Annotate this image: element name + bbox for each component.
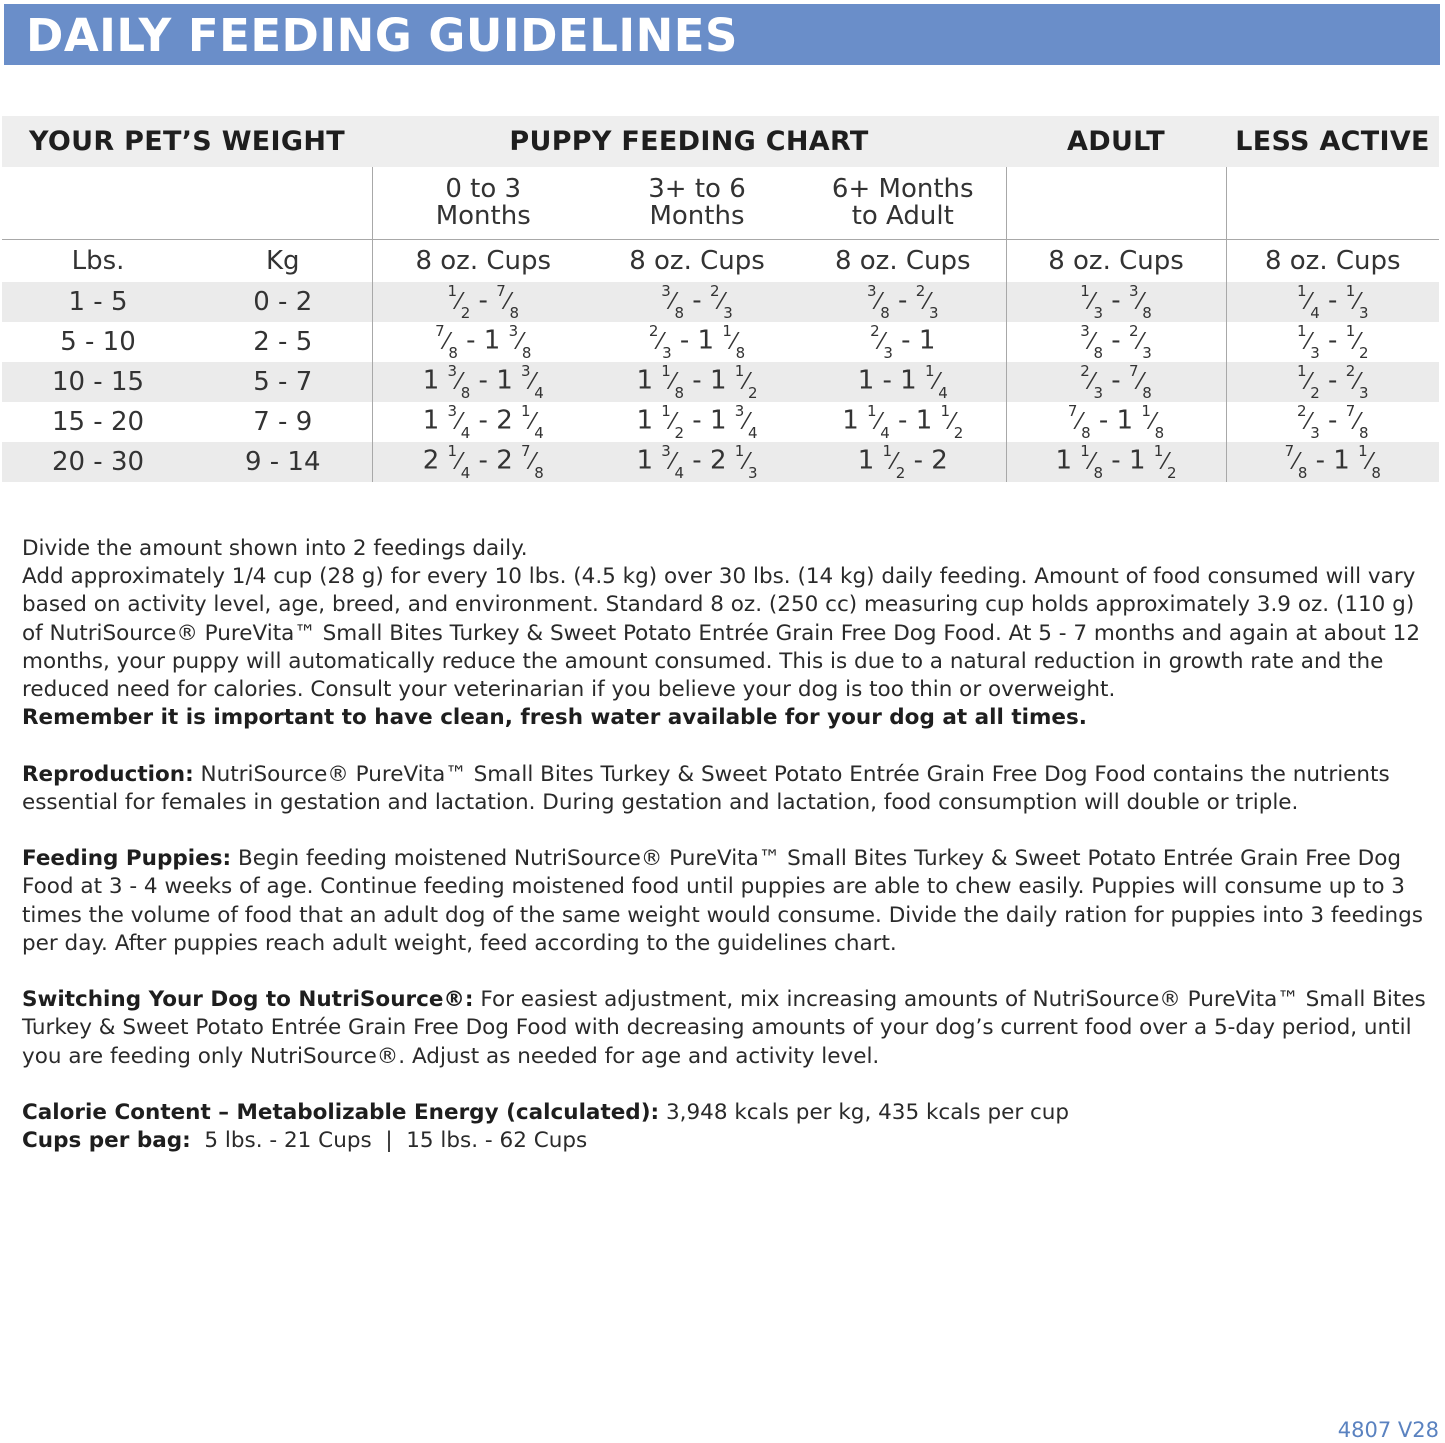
cups-cell	[1226, 362, 1439, 402]
note-puppies-label: Feeding Puppies:	[22, 846, 232, 872]
cups-cell	[594, 362, 800, 402]
cell-value: $^3⁄_8$ - $^2⁄_3$	[867, 282, 939, 322]
cups-cell	[800, 282, 1006, 322]
cell-value: 1 $^1⁄_8 - 1$ $^1⁄_2$	[636, 362, 758, 402]
unit-cell: 8 oz. Cups	[1006, 240, 1226, 283]
age-cell-empty	[194, 167, 372, 240]
note-switching-label: Switching Your Dog to NutriSource®:	[22, 987, 474, 1013]
cell-value: 15 - 20	[51, 407, 145, 437]
cups-cell	[1006, 402, 1226, 442]
weight-cell	[2, 402, 194, 442]
weight-cell	[194, 282, 372, 322]
cell-value: $^2⁄_3 - 1$ $^1⁄_8$	[648, 322, 746, 362]
cups-cell	[800, 402, 1006, 442]
unit-cell: Kg	[265, 246, 300, 276]
cups-cell	[800, 362, 1006, 402]
header-less-active: LESS ACTIVE	[1226, 116, 1439, 167]
unit-cell: 8 oz. Cups	[1226, 240, 1439, 283]
note-remember-text: Remember it is important to have clean, fresh water available for your dog at all times.	[22, 705, 1087, 731]
age-cell	[594, 167, 800, 240]
note-reproduction	[22, 761, 1427, 817]
feeding-chart-table	[2, 116, 1439, 482]
age-label: 6+ Months to Adult	[831, 174, 974, 231]
note-calorie-text: 3,948 kcals per kg, 435 kcals per cup	[659, 1100, 1070, 1125]
cups-cell	[1006, 442, 1226, 482]
note-puppies-text: Begin feeding moistened NutriSource® PureVita™ Small Bites Turkey & Sweet Potato Entrée Grain Free Dog Food at 3 - 4 weeks of age. Continue feeding moistened food until puppies are able to chew easily. Puppies will consume up to 3 times the volume of food that an adult dog of the same weight would consume. Divide the daily ration for puppies into 3 feedings per day. After puppies reach adult weight, feed according to the guidelines chart.	[22, 846, 1423, 956]
chart-data-body	[2, 282, 1439, 482]
cell-value: $^1⁄_4$ - $^1⁄_3$	[1297, 282, 1369, 322]
cups-cell	[372, 282, 594, 322]
cell-value: 1 - 5	[68, 287, 128, 317]
cell-value: 5 - 10	[60, 327, 136, 357]
cell-value: 1 $^1⁄_2 - 2$	[857, 442, 948, 482]
unit-cell: 8 oz. Cups	[629, 246, 765, 276]
table-row	[2, 282, 1439, 322]
cell-value: $^3⁄_8$ - $^2⁄_3$	[661, 282, 733, 322]
cups-cell	[594, 322, 800, 362]
age-row	[2, 167, 1439, 240]
note-divide: Divide the amount shown into 2 feedings daily.	[22, 536, 528, 561]
note-add: Add approximately 1/4 cup (28 g) for every 10 lbs. (4.5 kg) over 30 lbs. (14 kg) daily feeding. Amount of food consumed will vary based on activity level, age, breed, and environment. Standard 8 oz. (250 cc) measuring cup holds approximately 3.9 oz. (110 g) of NutriSource® PureVita™ Small Bites Turkey & Sweet Potato Entrée Grain Free Dog Food. At 5 - 7 months and again at about 12 months, your puppy will automatically reduce the amount consumed. This is due to a natural reduction in growth rate and the reduced need for calories. Consult your veterinarian if you believe your dog is too thin or overweight.	[22, 564, 1421, 703]
unit-cell: 8 oz. Cups	[834, 246, 971, 276]
note-calorie	[22, 1099, 1427, 1127]
weight-cell	[194, 442, 372, 482]
note-puppies	[22, 845, 1427, 958]
cell-value: $^1⁄_2$ - $^2⁄_3$	[1297, 362, 1369, 402]
weight-cell	[194, 362, 372, 402]
note-switching-text: For easiest adjustment, mix increasing amounts of NutriSource® PureVita™ Small Bites Turkey & Sweet Potato Entrée Grain Free Dog Food with decreasing amounts of your dog’s current food over a 5-day period, until you are feeding only NutriSource®. Adjust as needed for age and activity level.	[22, 987, 1426, 1069]
weight-cell	[2, 282, 194, 322]
cell-value: $^7⁄_8 - 1$ $^1⁄_8$	[1284, 442, 1381, 482]
unit-row	[2, 240, 1439, 283]
cups-cell	[372, 442, 594, 482]
weight-cell	[2, 442, 194, 482]
header-puppy: PUPPY FEEDING CHART	[372, 116, 1006, 167]
cell-value: 9 - 14	[244, 447, 321, 477]
cups-cell	[1226, 402, 1439, 442]
header-adult: ADULT	[1006, 116, 1226, 167]
age-cell-empty	[1006, 167, 1226, 240]
cell-value: $^7⁄_8 - 1$ $^3⁄_8$	[435, 322, 532, 362]
table-row	[2, 362, 1439, 402]
cups-cell	[594, 282, 800, 322]
age-cell	[800, 167, 1006, 240]
cell-value: $^1⁄_3$ - $^3⁄_8$	[1080, 282, 1152, 322]
note-remember	[22, 704, 1427, 732]
cell-value: 1 $^1⁄_2 - 1$ $^3⁄_4$	[636, 402, 758, 442]
cell-value: 5 - 7	[253, 367, 313, 397]
unit-cell: 8 oz. Cups	[372, 240, 594, 283]
cell-value: 20 - 30	[51, 447, 145, 477]
table-row	[2, 402, 1439, 442]
cups-cell	[800, 442, 1006, 482]
page-title: DAILY FEEDING GUIDELINES	[26, 9, 738, 62]
cups-cell	[594, 442, 800, 482]
weight-cell	[2, 362, 194, 402]
cups-cell	[594, 402, 800, 442]
cell-value: 1 $^1⁄_8 - 1$ $^1⁄_2$	[1055, 442, 1177, 482]
cups-cell	[800, 322, 1006, 362]
note-calorie-label: Calorie Content – Metabolizable Energy (calculated):	[22, 1100, 660, 1125]
note-switching	[22, 986, 1427, 1071]
cups-cell	[372, 322, 594, 362]
cell-value: 1 $^3⁄_8 - 1$ $^3⁄_4$	[422, 362, 544, 402]
header-weight: YOUR PET’S WEIGHT	[2, 116, 372, 167]
cups-cell	[1226, 322, 1439, 362]
cups-cell	[372, 362, 594, 402]
feeding-notes	[22, 535, 1427, 1155]
title-banner	[4, 4, 1440, 65]
cups-cell	[1006, 362, 1226, 402]
cups-cell	[372, 402, 594, 442]
age-cell	[372, 167, 594, 240]
age-cell-empty	[2, 167, 194, 240]
weight-cell	[194, 322, 372, 362]
age-label: 3+ to 6 Months	[648, 174, 746, 231]
note-cups-label: Cups per bag:	[22, 1128, 191, 1154]
cell-value: $^2⁄_3 - 1$	[870, 322, 936, 362]
cell-value: $^1⁄_2$ - $^7⁄_8$	[447, 282, 519, 322]
table-row	[2, 442, 1439, 482]
cell-value: $^7⁄_8 - 1$ $^1⁄_8$	[1067, 402, 1165, 442]
cell-value: 1 $^3⁄_4 - 2$ $^1⁄_3$	[636, 442, 758, 482]
note-cups-text: 5 lbs. - 21 Cups | 15 lbs. - 62 Cups	[190, 1128, 588, 1154]
note-reproduction-text: NutriSource® PureVita™ Small Bites Turkey & Sweet Potato Entrée Grain Free Dog Food contains the nutrients essential for females in gestation and lactation. During gestation and lactation, food consumption will double or triple.	[22, 761, 1390, 815]
cell-value: $^3⁄_8$ - $^2⁄_3$	[1080, 322, 1152, 362]
weight-cell	[194, 402, 372, 442]
cell-value: 1 - 1 $^1⁄_4$	[857, 362, 948, 402]
cell-value: 1 $^1⁄_4 - 1$ $^1⁄_2$	[842, 402, 964, 442]
cell-value: 2 - 5	[253, 327, 313, 357]
product-code: 4807 V28	[1337, 1418, 1439, 1442]
cell-value: 0 - 2	[253, 287, 313, 317]
age-cell-empty	[1226, 167, 1439, 240]
cell-value: 7 - 9	[253, 407, 313, 437]
note-cups	[22, 1127, 1427, 1155]
cups-cell	[1006, 282, 1226, 322]
unit-cell: Lbs.	[71, 246, 125, 276]
table-row	[2, 322, 1439, 362]
cups-cell	[1226, 442, 1439, 482]
cell-value: $^1⁄_3$ - $^1⁄_2$	[1297, 322, 1369, 362]
note-reproduction-label: Reproduction:	[22, 761, 194, 787]
weight-cell	[2, 322, 194, 362]
cell-value: 1 $^3⁄_4 - 2$ $^1⁄_4$	[422, 402, 544, 442]
cell-value: $^2⁄_3$ - $^7⁄_8$	[1297, 402, 1369, 442]
age-label: 0 to 3 Months	[435, 174, 531, 231]
cell-value: 2 $^1⁄_4 - 2$ $^7⁄_8$	[422, 442, 544, 482]
cell-value: $^2⁄_3$ - $^7⁄_8$	[1080, 362, 1152, 402]
cups-cell	[1226, 282, 1439, 322]
cell-value: 10 - 15	[51, 367, 145, 397]
chart-header-row	[2, 116, 1439, 167]
cups-cell	[1006, 322, 1226, 362]
